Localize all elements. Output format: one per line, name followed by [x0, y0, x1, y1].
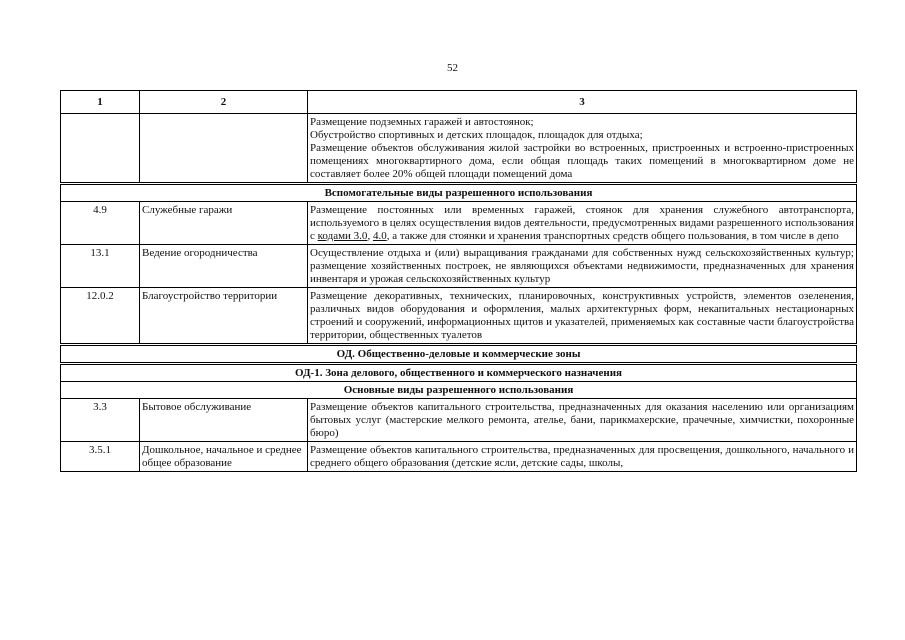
cell-description	[308, 202, 857, 245]
cell-description: Осуществление отдыха и (или) выращивания гражданами для собственных нужд сельскохозяйственных культур; размещение хозяйственных построек, не являющихся объектами недвижимости, предназначенных для хранения инвентаря и урожая сельскохозяйственных культур	[308, 245, 857, 288]
description-line: Размещение подземных гаражей и автостоянок;	[310, 116, 534, 128]
cell-name	[140, 114, 308, 184]
section-heading: Основные виды разрешенного использования	[61, 382, 857, 399]
section-row-zone	[61, 345, 857, 364]
table-header-row	[61, 91, 857, 114]
description-text: Размещение постоянных или временных гаражей, стоянок для хранения служебного автотранспорта, используемого в целях осуществления видов деятельности, предусмотренных видами разрешенного использования с	[310, 204, 854, 242]
separator-text: ,	[367, 230, 373, 242]
table-row	[61, 202, 857, 245]
cell-code: 12.0.2	[61, 288, 140, 345]
cell-code: 13.1	[61, 245, 140, 288]
column-header-2: 2	[140, 91, 308, 114]
cell-name: Бытовое обслуживание	[140, 399, 308, 442]
cell-code: 3.5.1	[61, 442, 140, 472]
section-row-auxiliary	[61, 184, 857, 202]
section-heading: ОД. Общественно-деловые и коммерческие зоны	[61, 345, 857, 364]
code-link-4-0[interactable]: 4.0	[372, 230, 387, 242]
cell-name: Ведение огородничества	[140, 245, 308, 288]
description-line: Размещение объектов обслуживания жилой застройки во встроенных, пристроенных и встроенно-пристроенных помещениях многоквартирного дома, если общая площадь таких помещений в многоквартирном доме не составляет более 20% общей площади помещений дома	[310, 142, 854, 180]
table-row	[61, 442, 857, 472]
column-header-3: 3	[308, 91, 857, 114]
table-row	[61, 399, 857, 442]
cell-description	[308, 114, 857, 184]
description-text: , а также для стоянки и хранения транспортных средств общего пользования, в том числе в депо	[386, 230, 839, 242]
section-heading: Вспомогательные виды разрешенного использования	[61, 184, 857, 202]
page-number: 52	[447, 62, 458, 74]
description-line: Обустройство спортивных и детских площадок, площадок для отдыха;	[310, 129, 643, 141]
cell-name: Благоустройство территории	[140, 288, 308, 345]
table-row	[61, 288, 857, 345]
table-row	[61, 245, 857, 288]
cell-description: Размещение объектов капитального строительства, предназначенных для оказания населению или организациям бытовых услуг (мастерские мелкого ремонта, ателье, бани, парикмахерские, прачечные, химчистки, похоронные бюро)	[308, 399, 857, 442]
section-row-subzone	[61, 364, 857, 382]
section-row-main	[61, 382, 857, 399]
cell-description: Размещение декоративных, технических, планировочных, конструктивных устройств, элементов озеленения, различных видов оборудования и оформления, малых архитектурных форм, некапитальных нестационарных строений и сооружений, информационных щитов и указателей, применяемых как составные части благоустройства территории, общественных туалетов	[308, 288, 857, 345]
cell-description: Размещение объектов капитального строительства, предназначенных для просвещения, дошкольного, начального и среднего общего образования (детские ясли, детские сады, школы,	[308, 442, 857, 472]
cell-name: Служебные гаражи	[140, 202, 308, 245]
cell-code: 4.9	[61, 202, 140, 245]
cell-name: Дошкольное, начальное и среднее общее образование	[140, 442, 308, 472]
cell-code: 3.3	[61, 399, 140, 442]
column-header-1: 1	[61, 91, 140, 114]
code-link-3-0[interactable]: кодами 3.0	[317, 230, 368, 242]
table-row-continuation	[61, 114, 857, 184]
cell-code	[61, 114, 140, 184]
section-heading: ОД-1. Зона делового, общественного и коммерческого назначения	[61, 364, 857, 382]
land-use-table	[60, 90, 857, 472]
